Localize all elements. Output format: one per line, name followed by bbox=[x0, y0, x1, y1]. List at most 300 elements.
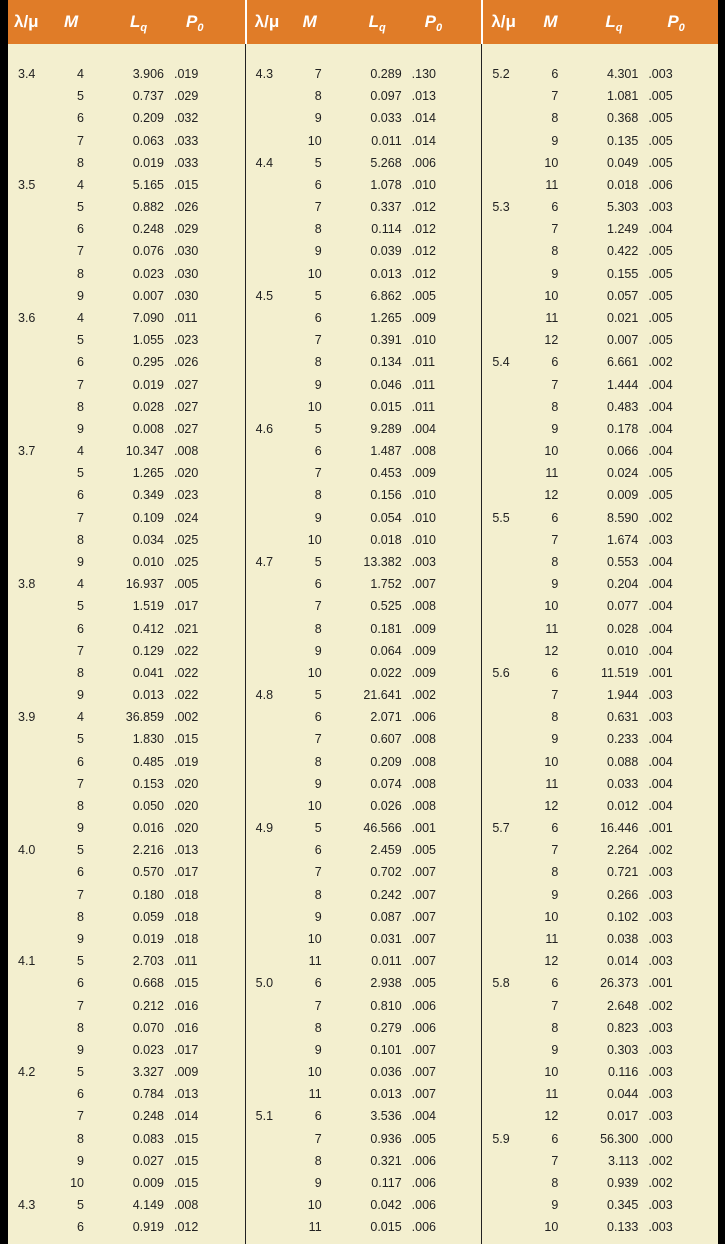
table-row bbox=[482, 374, 718, 396]
lq-cell: 0.024 bbox=[607, 466, 639, 481]
m-cell: 5 bbox=[314, 688, 322, 703]
table-row bbox=[246, 1216, 482, 1238]
m-cell: 6 bbox=[77, 111, 84, 126]
table-row bbox=[246, 285, 482, 307]
m-cell: 5 bbox=[77, 466, 84, 481]
table-row bbox=[8, 640, 244, 662]
m-cell: 7 bbox=[551, 998, 559, 1013]
p0-cell: .005 bbox=[648, 155, 673, 170]
m-cell: 8 bbox=[314, 355, 322, 370]
table-row bbox=[482, 928, 718, 950]
p0-cell: .027 bbox=[174, 377, 199, 392]
table-row bbox=[246, 551, 482, 573]
p0-cell: .003 bbox=[648, 932, 673, 947]
p0-cell: .023 bbox=[174, 333, 199, 348]
table-row bbox=[482, 595, 718, 617]
lq-cell: 0.784 bbox=[132, 1087, 164, 1102]
lq-cell: 0.153 bbox=[132, 776, 164, 791]
lambda-mu-cell: 5.7 bbox=[492, 821, 510, 836]
m-cell: 9 bbox=[77, 1042, 84, 1057]
lambda-mu-cell: 5.1 bbox=[255, 1109, 274, 1124]
lq-cell: 0.483 bbox=[607, 399, 639, 414]
table-row bbox=[246, 263, 482, 285]
p0-cell: .015 bbox=[174, 177, 199, 192]
p0-cell: .005 bbox=[648, 133, 673, 148]
table-row bbox=[8, 817, 244, 839]
table-row bbox=[8, 63, 244, 85]
p0-cell: .009 bbox=[411, 643, 436, 658]
p0-cell: .033 bbox=[174, 155, 199, 170]
m-cell: 9 bbox=[77, 554, 84, 569]
m-cell: 8 bbox=[77, 399, 84, 414]
lambda-mu-cell: 3.4 bbox=[18, 67, 36, 81]
m-cell: 8 bbox=[77, 1131, 84, 1146]
lambda-mu-cell: 3.5 bbox=[18, 177, 36, 192]
m-cell: 8 bbox=[551, 399, 559, 414]
table-row bbox=[482, 1061, 718, 1083]
p0-cell: .004 bbox=[648, 377, 673, 392]
table-row bbox=[246, 418, 482, 440]
lq-cell: 0.607 bbox=[370, 732, 402, 747]
lambda-mu-cell: 5.2 bbox=[492, 67, 510, 81]
lq-cell: 4.149 bbox=[132, 1198, 164, 1213]
p0-cell: .006 bbox=[411, 1020, 436, 1035]
lambda-mu-cell: 4.0 bbox=[18, 843, 36, 858]
table-row bbox=[246, 507, 482, 529]
table-row bbox=[8, 85, 244, 107]
lq-cell: 0.209 bbox=[132, 111, 164, 126]
lq-cell: 0.116 bbox=[607, 1065, 639, 1080]
p0-cell: .014 bbox=[411, 111, 436, 126]
m-cell: 6 bbox=[551, 67, 559, 81]
m-cell: 6 bbox=[314, 843, 322, 858]
table-row bbox=[8, 1216, 244, 1238]
p0-cell: .003 bbox=[648, 1042, 673, 1057]
lambda-mu-cell: 5.0 bbox=[255, 976, 274, 991]
lq-cell: 0.013 bbox=[132, 688, 164, 703]
m-cell: 7 bbox=[77, 510, 84, 525]
lambda-mu-cell: 5.5 bbox=[492, 510, 510, 525]
p0-cell: .015 bbox=[174, 976, 199, 991]
lq-cell: 0.011 bbox=[371, 133, 402, 148]
lq-cell: 0.012 bbox=[607, 798, 639, 813]
p0-cell: .011 bbox=[174, 954, 198, 969]
m-cell: 8 bbox=[314, 1020, 322, 1035]
p0-cell: .013 bbox=[174, 843, 199, 858]
m-cell: 8 bbox=[77, 798, 84, 813]
p0-cell: .006 bbox=[411, 155, 436, 170]
p0-cell: .021 bbox=[174, 621, 199, 636]
lq-cell: 0.109 bbox=[132, 510, 164, 525]
lq-cell: 13.382 bbox=[363, 554, 402, 569]
table-row bbox=[8, 418, 244, 440]
m-cell: 9 bbox=[314, 244, 322, 259]
lq-cell: 0.015 bbox=[370, 399, 402, 414]
table-row bbox=[8, 462, 244, 484]
table-row bbox=[246, 795, 482, 817]
m-cell: 11 bbox=[545, 466, 559, 481]
table-row bbox=[246, 307, 482, 329]
m-cell: 7 bbox=[551, 89, 559, 104]
lq-cell: 0.017 bbox=[607, 1109, 639, 1124]
m-cell: 9 bbox=[314, 643, 322, 658]
m-cell: 5 bbox=[314, 554, 322, 569]
p0-cell: .011 bbox=[411, 355, 436, 370]
p0-cell: .004 bbox=[648, 599, 673, 614]
lq-cell: 0.034 bbox=[132, 532, 164, 547]
m-cell: 6 bbox=[314, 710, 322, 725]
lq-cell: 0.295 bbox=[132, 355, 164, 370]
lq-cell: 7.090 bbox=[132, 310, 164, 325]
table-row bbox=[482, 995, 718, 1017]
lq-cell: 0.021 bbox=[607, 310, 639, 325]
lambda-mu-cell: 5.3 bbox=[492, 200, 510, 215]
p0-cell: .001 bbox=[411, 821, 436, 836]
table-row bbox=[246, 329, 482, 351]
m-cell: 8 bbox=[551, 710, 559, 725]
lq-cell: 0.010 bbox=[132, 554, 164, 569]
m-cell: 8 bbox=[551, 1176, 559, 1190]
table-row bbox=[246, 640, 482, 662]
table-row bbox=[246, 1105, 482, 1127]
m-cell: 6 bbox=[551, 976, 559, 991]
lambda-mu-cell: 3.9 bbox=[18, 710, 36, 725]
m-cell: 11 bbox=[545, 621, 559, 636]
lq-cell: 0.070 bbox=[132, 1020, 164, 1035]
p0-cell: .003 bbox=[648, 710, 673, 725]
lq-cell: 0.019 bbox=[132, 377, 164, 392]
lq-cell: 9.289 bbox=[370, 421, 402, 436]
table-row bbox=[482, 484, 718, 506]
p0-cell: .014 bbox=[174, 1109, 199, 1124]
m-cell: 7 bbox=[314, 67, 322, 81]
lq-cell: 0.303 bbox=[607, 1042, 639, 1057]
table-row bbox=[482, 240, 718, 262]
header-p0: $P_0$ bbox=[667, 12, 685, 34]
p0-cell: .030 bbox=[174, 266, 199, 281]
table-row bbox=[246, 906, 482, 928]
p0-cell: .030 bbox=[174, 244, 199, 259]
m-cell: 11 bbox=[308, 1087, 322, 1102]
table-row bbox=[8, 484, 244, 506]
p0-cell: .004 bbox=[648, 577, 673, 592]
p0-cell: .019 bbox=[174, 67, 199, 81]
p0-cell: .017 bbox=[174, 1042, 199, 1057]
lq-cell: 0.155 bbox=[607, 266, 639, 281]
p0-cell: .004 bbox=[648, 444, 673, 459]
lq-cell: 0.033 bbox=[607, 776, 639, 791]
p0-cell: .022 bbox=[174, 643, 199, 658]
m-cell: 8 bbox=[77, 909, 84, 924]
table-row bbox=[8, 240, 244, 262]
lq-cell: 2.938 bbox=[370, 976, 402, 991]
lq-cell: 1.444 bbox=[607, 377, 639, 392]
lq-cell: 0.737 bbox=[132, 89, 164, 104]
p0-cell: .003 bbox=[411, 554, 436, 569]
p0-cell: .003 bbox=[648, 1198, 673, 1213]
p0-cell: .032 bbox=[174, 111, 199, 126]
column-group-2 bbox=[245, 44, 483, 1244]
p0-cell: .017 bbox=[174, 865, 199, 880]
lambda-mu-cell: 5.6 bbox=[492, 665, 510, 680]
p0-cell: .027 bbox=[174, 399, 199, 414]
p0-cell: .003 bbox=[648, 67, 673, 81]
p0-cell: .006 bbox=[411, 710, 436, 725]
p0-cell: .006 bbox=[411, 998, 436, 1013]
table-row bbox=[482, 1216, 718, 1238]
table-row bbox=[8, 906, 244, 928]
m-cell: 7 bbox=[314, 333, 322, 348]
p0-cell: .019 bbox=[174, 754, 199, 769]
p0-cell: .010 bbox=[411, 532, 436, 547]
p0-cell: .003 bbox=[648, 1220, 673, 1235]
header-p0: $P_0$ bbox=[186, 12, 204, 34]
table-row bbox=[246, 152, 482, 174]
table-row bbox=[482, 884, 718, 906]
m-cell: 5 bbox=[314, 155, 322, 170]
lq-cell: 1.519 bbox=[132, 599, 164, 614]
lq-cell: 56.300 bbox=[600, 1131, 639, 1146]
lambda-mu-cell: 3.6 bbox=[18, 310, 36, 325]
lq-cell: 0.134 bbox=[370, 355, 402, 370]
m-cell: 9 bbox=[77, 1153, 84, 1168]
table-row bbox=[246, 662, 482, 684]
lq-cell: 2.648 bbox=[607, 998, 639, 1013]
lq-cell: 0.026 bbox=[370, 798, 402, 813]
table-row bbox=[482, 839, 718, 861]
p0-cell: .010 bbox=[411, 510, 436, 525]
lq-cell: 0.553 bbox=[607, 554, 639, 569]
lq-cell: 0.180 bbox=[132, 887, 164, 902]
lq-cell: 0.337 bbox=[370, 200, 402, 215]
table-row bbox=[482, 329, 718, 351]
m-cell: 8 bbox=[314, 89, 322, 104]
p0-cell: .018 bbox=[174, 887, 199, 902]
p0-cell: .003 bbox=[648, 887, 673, 902]
m-cell: 4 bbox=[77, 67, 84, 81]
lq-cell: 6.661 bbox=[607, 355, 639, 370]
m-cell: 11 bbox=[308, 954, 322, 969]
table-row bbox=[246, 928, 482, 950]
p0-cell: .004 bbox=[411, 1109, 436, 1124]
m-cell: 9 bbox=[314, 776, 322, 791]
lambda-mu-cell: 3.8 bbox=[18, 577, 36, 592]
m-cell: 12 bbox=[544, 333, 559, 348]
table-row bbox=[246, 839, 482, 861]
lq-cell: 1.249 bbox=[607, 222, 639, 237]
table-row bbox=[482, 662, 718, 684]
table-row bbox=[246, 1194, 482, 1216]
m-cell: 10 bbox=[307, 1198, 322, 1213]
header-group-3 bbox=[481, 0, 718, 44]
m-cell: 6 bbox=[77, 754, 84, 769]
table-row bbox=[246, 85, 482, 107]
p0-cell: .016 bbox=[174, 998, 199, 1013]
p0-cell: .003 bbox=[648, 1109, 673, 1124]
lambda-mu-cell: 4.2 bbox=[18, 1065, 36, 1080]
table-row bbox=[482, 1039, 718, 1061]
m-cell: 9 bbox=[77, 288, 84, 303]
table-row bbox=[482, 1105, 718, 1127]
table-row bbox=[246, 751, 482, 773]
m-cell: 7 bbox=[314, 200, 322, 215]
lq-cell: 3.906 bbox=[132, 67, 164, 81]
lq-cell: 10.347 bbox=[125, 444, 164, 459]
lq-cell: 0.046 bbox=[370, 377, 402, 392]
table-row bbox=[482, 551, 718, 573]
p0-cell: .025 bbox=[174, 554, 199, 569]
m-cell: 8 bbox=[314, 222, 322, 237]
p0-cell: .030 bbox=[174, 288, 199, 303]
table-row bbox=[8, 1105, 244, 1127]
p0-cell: .005 bbox=[648, 310, 673, 325]
m-cell: 8 bbox=[551, 1020, 559, 1035]
lq-cell: 0.204 bbox=[607, 577, 639, 592]
lq-cell: 2.264 bbox=[607, 843, 639, 858]
m-cell: 8 bbox=[314, 887, 322, 902]
m-cell: 10 bbox=[307, 399, 322, 414]
table-row bbox=[246, 1017, 482, 1039]
table-row bbox=[482, 706, 718, 728]
m-cell: 6 bbox=[314, 310, 322, 325]
m-cell: 5 bbox=[77, 843, 84, 858]
lq-cell: 1.752 bbox=[370, 577, 402, 592]
p0-cell: .009 bbox=[411, 665, 436, 680]
lq-cell: 0.031 bbox=[370, 932, 402, 947]
lq-cell: 0.028 bbox=[607, 621, 639, 636]
table-row bbox=[8, 884, 244, 906]
table-row bbox=[8, 928, 244, 950]
p0-cell: .003 bbox=[648, 865, 673, 880]
table-row bbox=[8, 1017, 244, 1039]
m-cell: 7 bbox=[314, 1131, 322, 1146]
table-row bbox=[482, 351, 718, 373]
lq-cell: 5.165 bbox=[132, 177, 164, 192]
table-row bbox=[482, 507, 718, 529]
table-row bbox=[246, 995, 482, 1017]
table-row bbox=[8, 440, 244, 462]
table-row bbox=[482, 1083, 718, 1105]
lq-cell: 8.590 bbox=[607, 510, 639, 525]
lq-cell: 0.117 bbox=[371, 1176, 402, 1190]
p0-cell: .004 bbox=[648, 643, 673, 658]
m-cell: 7 bbox=[77, 887, 84, 902]
p0-cell: .005 bbox=[411, 843, 436, 858]
lq-cell: 1.674 bbox=[607, 532, 639, 547]
m-cell: 6 bbox=[77, 488, 84, 503]
lq-cell: 0.823 bbox=[607, 1020, 639, 1035]
lq-cell: 0.059 bbox=[132, 909, 164, 924]
table-row bbox=[482, 950, 718, 972]
lq-cell: 0.019 bbox=[132, 155, 164, 170]
table-row bbox=[246, 817, 482, 839]
table-row bbox=[8, 950, 244, 972]
column-group-3 bbox=[481, 44, 719, 1244]
lq-cell: 0.321 bbox=[370, 1153, 402, 1168]
table-row bbox=[8, 795, 244, 817]
header-m: M bbox=[543, 12, 558, 31]
table-row bbox=[482, 1150, 718, 1172]
m-cell: 4 bbox=[77, 310, 84, 325]
p0-cell: .007 bbox=[411, 909, 436, 924]
table-row bbox=[246, 861, 482, 883]
table-row bbox=[8, 618, 244, 640]
m-cell: 7 bbox=[77, 244, 84, 259]
lq-cell: 26.373 bbox=[600, 976, 639, 991]
table-row bbox=[8, 351, 244, 373]
lq-cell: 1.081 bbox=[607, 89, 639, 104]
lq-cell: 0.023 bbox=[132, 266, 164, 281]
m-cell: 5 bbox=[77, 732, 84, 747]
p0-cell: .007 bbox=[411, 1087, 436, 1102]
m-cell: 9 bbox=[314, 1042, 322, 1057]
table-row bbox=[246, 1039, 482, 1061]
lq-cell: 11.519 bbox=[601, 665, 639, 680]
m-cell: 9 bbox=[551, 266, 559, 281]
m-cell: 8 bbox=[77, 155, 84, 170]
table-row bbox=[246, 351, 482, 373]
lq-cell: 0.083 bbox=[132, 1131, 164, 1146]
table-row bbox=[482, 174, 718, 196]
table-row bbox=[246, 240, 482, 262]
m-cell: 7 bbox=[314, 998, 322, 1013]
table-row bbox=[246, 573, 482, 595]
p0-cell: .003 bbox=[648, 909, 673, 924]
p0-cell: .011 bbox=[174, 310, 198, 325]
table-row bbox=[246, 773, 482, 795]
lambda-mu-cell: 4.4 bbox=[255, 155, 274, 170]
p0-cell: .000 bbox=[648, 1131, 673, 1146]
table-row bbox=[246, 950, 482, 972]
lambda-mu-cell: 5.8 bbox=[492, 976, 510, 991]
p0-cell: .018 bbox=[174, 909, 199, 924]
lq-cell: 0.016 bbox=[132, 821, 164, 836]
table-row bbox=[8, 130, 244, 152]
lq-cell: 2.703 bbox=[132, 954, 164, 969]
lq-cell: 0.064 bbox=[370, 643, 402, 658]
lq-cell: 0.013 bbox=[370, 1087, 402, 1102]
lq-cell: 0.279 bbox=[370, 1020, 402, 1035]
m-cell: 8 bbox=[551, 554, 559, 569]
m-cell: 9 bbox=[77, 688, 84, 703]
table-row bbox=[246, 972, 482, 994]
m-cell: 7 bbox=[77, 643, 84, 658]
lq-cell: 0.345 bbox=[607, 1198, 639, 1213]
lq-cell: 0.013 bbox=[370, 266, 402, 281]
p0-cell: .020 bbox=[174, 776, 199, 791]
lq-cell: 0.038 bbox=[607, 932, 639, 947]
table-row bbox=[482, 418, 718, 440]
table-row bbox=[246, 728, 482, 750]
m-cell: 10 bbox=[307, 798, 322, 813]
table-row bbox=[8, 706, 244, 728]
m-cell: 6 bbox=[551, 355, 559, 370]
p0-cell: .007 bbox=[411, 1042, 436, 1057]
m-cell: 7 bbox=[77, 776, 84, 791]
lq-cell: 0.631 bbox=[607, 710, 639, 725]
m-cell: 7 bbox=[551, 1153, 559, 1168]
p0-cell: .007 bbox=[411, 954, 436, 969]
table-row bbox=[8, 152, 244, 174]
p0-cell: .008 bbox=[411, 732, 436, 747]
lq-cell: 0.181 bbox=[370, 621, 402, 636]
table-row bbox=[246, 130, 482, 152]
table-row bbox=[482, 817, 718, 839]
lq-cell: 0.721 bbox=[607, 865, 639, 880]
table-row bbox=[482, 396, 718, 418]
p0-cell: .005 bbox=[411, 976, 436, 991]
table-row bbox=[8, 263, 244, 285]
